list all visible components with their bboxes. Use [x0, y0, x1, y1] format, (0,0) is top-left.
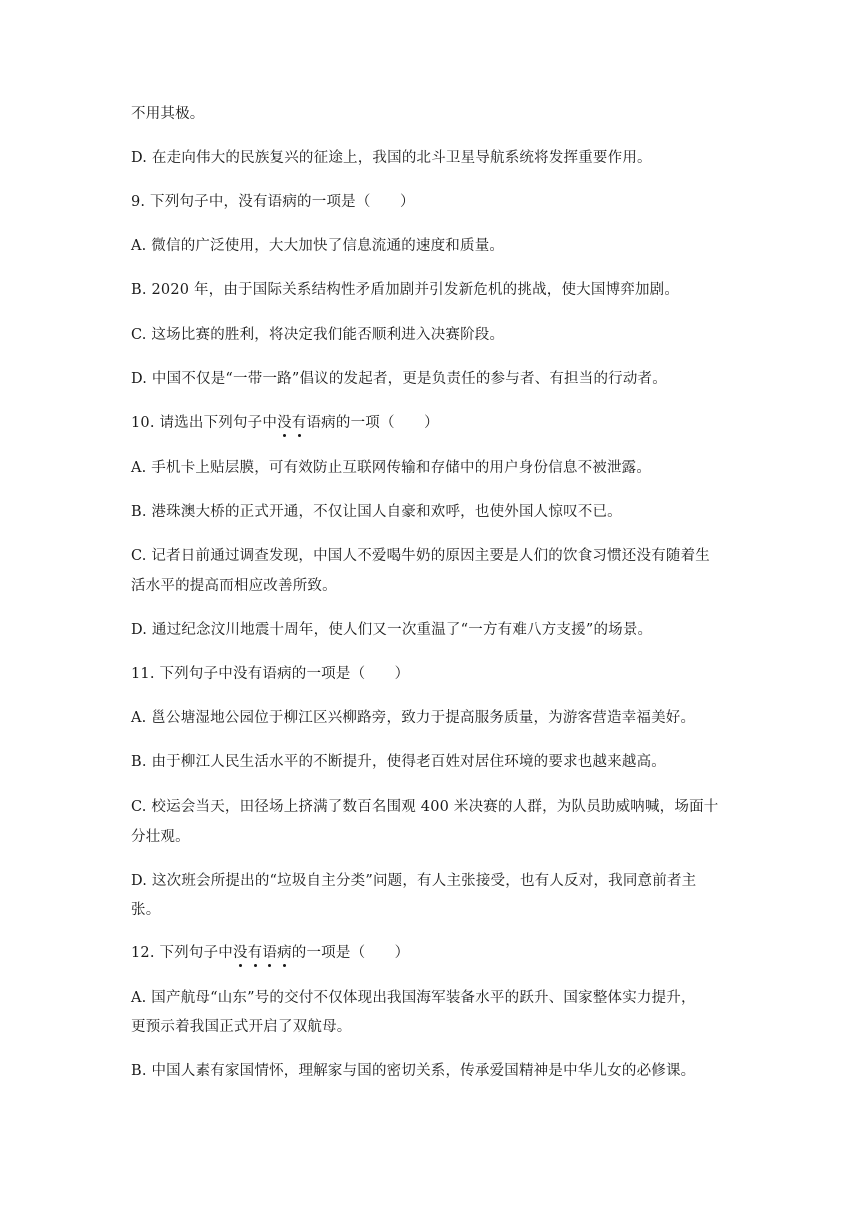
- option-d-continued: 张。: [131, 902, 161, 918]
- option-a: A. 国产航母“山东”号的交付不仅体现出我国海军装备水平的跃升、国家整体实力提升，: [131, 990, 696, 1006]
- option-c: C. 校运会当天，田径场上挤满了数百名围观 400 米决赛的人群，为队员助威呐喊，场面十: [131, 799, 719, 815]
- question-12-emphasis: [233, 945, 292, 961]
- option-c: C. 这场比赛的胜利，将决定我们能否顺利进入决赛阶段。: [131, 327, 505, 343]
- option-c: C. 记者日前通过调查发现，中国人不爱喝牛奶的原因主要是人们的饮食习惯还没有随着生: [131, 548, 710, 564]
- option-c-continued: 活水平的提高而相应改善所致。: [131, 578, 337, 594]
- emphasis-char: 语: [262, 945, 278, 961]
- option-a: A. 手机卡上贴层膜，可有效防止互联网传输和存储中的用户身份信息不被泄露。: [131, 460, 652, 476]
- text-line: 不用其极。: [131, 106, 205, 122]
- question-10-prefix: 10. 请选出下列句子中: [131, 415, 278, 431]
- option-a: A. 微信的广泛使用，大大加快了信息流通的速度和质量。: [131, 238, 505, 254]
- text-line: D. 在走向伟大的民族复兴的征途上，我国的北斗卫星导航系统将发挥重要作用。: [131, 150, 652, 166]
- emphasis-char: 没: [277, 415, 292, 431]
- question-10-emphasis: [277, 415, 306, 431]
- option-d: D. 通过纪念汶川地震十周年，使人们又一次重温了“一方有难八方支援”的场景。: [131, 622, 653, 638]
- option-c-continued: 分壮观。: [131, 829, 190, 845]
- option-b: B. 港珠澳大桥的正式开通，不仅让国人自豪和欢呼，也使外国人惊叹不已。: [131, 504, 622, 520]
- question-9-stem: 9. 下列句子中，没有语病的一项是（ ）: [131, 194, 415, 210]
- question-10-stem: [131, 413, 731, 433]
- option-a-continued: 更预示着我国正式开启了双航母。: [131, 1019, 352, 1035]
- question-12-suffix: 的一项是（ ）: [291, 945, 410, 961]
- option-a: A. 邕公塘湿地公园位于柳江区兴柳路旁，致力于提高服务质量，为游客营造幸福美好。: [131, 710, 696, 726]
- option-b: B. 中国人素有家国情怀，理解家与国的密切关系，传承爱国精神是中华儿女的必修课。: [131, 1063, 696, 1079]
- option-d: D. 中国不仅是“一带一路”倡议的发起者，更是负责任的参与者、有担当的行动者。: [131, 371, 667, 387]
- emphasis-char: 没: [232, 945, 248, 961]
- question-10-suffix: 语病的一项（ ）: [306, 415, 439, 431]
- emphasis-char: 有: [291, 415, 307, 431]
- option-b: B. 由于柳江人民生活水平的不断提升，使得老百姓对居住环境的要求也越来越高。: [131, 754, 666, 770]
- question-12-prefix: 12. 下列句子中: [131, 945, 233, 961]
- emphasis-char: 病: [277, 945, 292, 961]
- question-12-stem: [131, 943, 731, 963]
- question-11-stem: 11. 下列句子中没有语病的一项是（ ）: [131, 666, 410, 682]
- option-b: B. 2020 年，由于国际关系结构性矛盾加剧并引发新危机的挑战，使大国博弈加剧。: [131, 282, 680, 298]
- option-d: D. 这次班会所提出的“垃圾自主分类”问题，有人主张接受，也有人反对，我同意前者主: [131, 873, 697, 889]
- emphasis-char: 有: [247, 945, 263, 961]
